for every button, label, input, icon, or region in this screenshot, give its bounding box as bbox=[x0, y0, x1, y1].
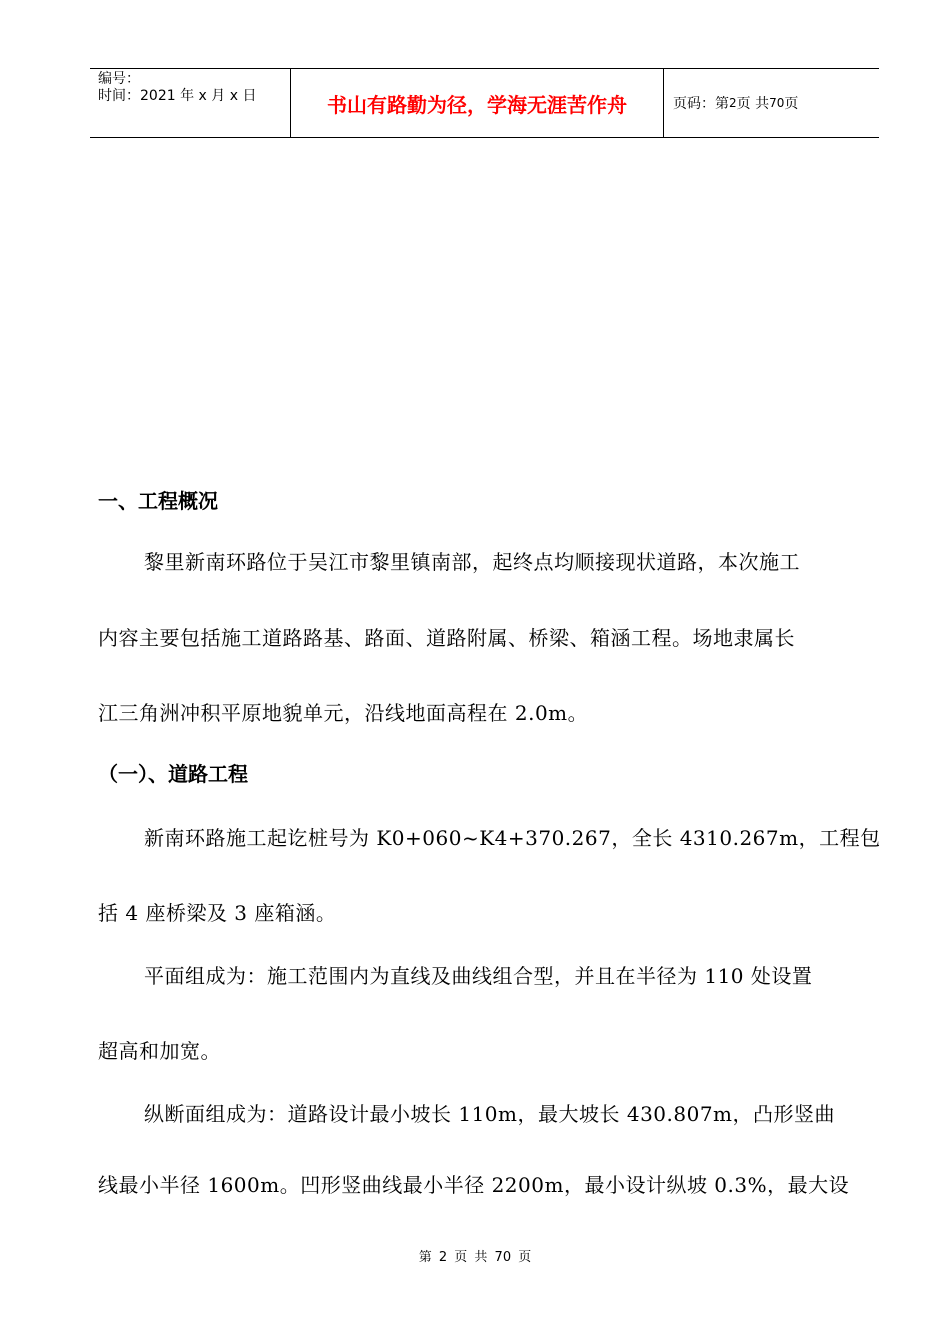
paragraph-line: 黎里新南环路位于吴江市黎里镇南部，起终点均顺接现状道路，本次施工 bbox=[144, 550, 800, 574]
page-number: 2 bbox=[729, 96, 737, 110]
time-label: 时间：2021 年 x 月 x 日 bbox=[98, 88, 257, 104]
paragraph-line: 平面组成为：施工范围内为直线及曲线组合型，并且在半径为 110 处设置 bbox=[144, 964, 813, 988]
page-suffix: 页 bbox=[784, 96, 799, 112]
paragraph-line: 线最小半径 1600m。凹形竖曲线最小半径 2200m，最小设计纵坡 0.3%，最大设 bbox=[98, 1173, 850, 1197]
paragraph-line: 超高和加宽。 bbox=[98, 1039, 221, 1063]
paragraph-line: 江三角洲冲积平原地貌单元，沿线地面高程在 2.0m。 bbox=[98, 701, 589, 725]
section-heading-overview: 一、工程概况 bbox=[98, 489, 218, 513]
section-heading-road: （一）、道路工程 bbox=[98, 762, 248, 786]
page-prefix: 页码：第 bbox=[673, 96, 729, 112]
serial-label: 编号： bbox=[98, 71, 140, 87]
paragraph-line: 新南环路施工起讫桩号为 K0+060~K4+370.267，全长 4310.267m，工程包 bbox=[144, 826, 881, 850]
paragraph-line: 括 4 座桥梁及 3 座箱涵。 bbox=[98, 901, 337, 925]
paragraph-line: 内容主要包括施工道路路基、路面、道路附属、桥梁、箱涵工程。场地隶属长 bbox=[98, 626, 795, 650]
page-total: 70 bbox=[769, 96, 785, 110]
page-mid: 页 共 bbox=[736, 96, 770, 112]
page-header bbox=[90, 68, 879, 138]
header-page-info bbox=[664, 69, 879, 137]
page-footer: 第 2 页 共 70 页 bbox=[418, 1250, 532, 1265]
paragraph-line: 纵断面组成为：道路设计最小坡长 110m，最大坡长 430.807m，凸形竖曲 bbox=[144, 1102, 836, 1126]
header-meta bbox=[90, 69, 291, 137]
header-motto: 书山有路勤为径，学海无涯苦作舟 bbox=[291, 69, 664, 137]
